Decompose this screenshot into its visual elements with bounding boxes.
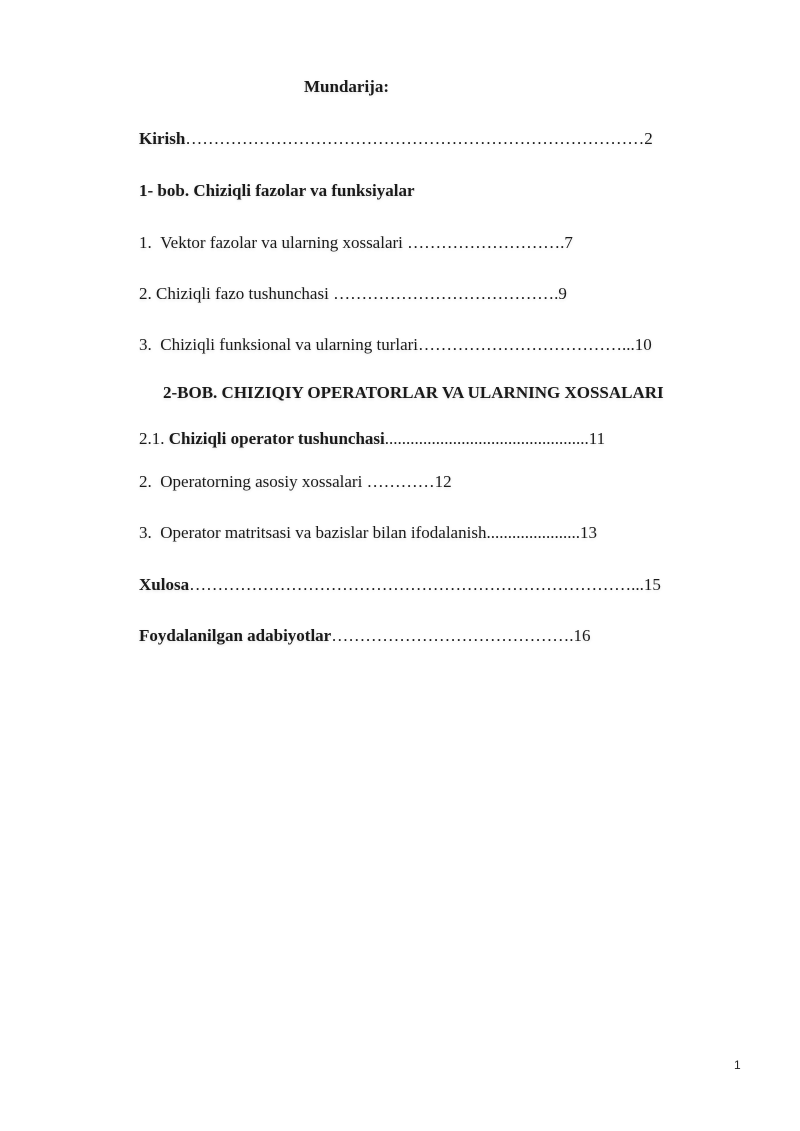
toc-entry-number: 2. [139, 284, 152, 303]
toc-leader: ...................... [486, 523, 580, 542]
toc-entry-label: Foydalanilgan adabiyotlar [139, 626, 332, 645]
toc-entry-text: Chiziqli operator tushunchasi [168, 429, 385, 448]
toc-leader: ................................................ [384, 429, 589, 448]
toc-entry-label: Kirish [139, 129, 186, 148]
page-number: 1 [734, 1058, 741, 1072]
toc-page-number: 10 [634, 335, 652, 354]
toc-entry-text: Chiziqli funksional va ularning turlari [160, 335, 419, 354]
chapter-2-heading: 2-BOB. CHIZIQIY OPERATORLAR VA ULARNING XOSSALARI [163, 383, 664, 402]
toc-page-number: 7 [564, 233, 573, 252]
toc-entry-adabiyotlar [139, 625, 590, 647]
toc-entry-text: Vektor fazolar va ularning xossalari [160, 233, 403, 252]
toc-entry-text: Operatorning asosiy xossalari [160, 472, 363, 491]
toc-entry-1-2 [139, 283, 567, 305]
toc-leader: ……………………………………. [331, 626, 574, 645]
toc-entry-text: Chiziqli fazo tushunchasi [156, 284, 329, 303]
toc-page-number: 2 [644, 129, 653, 148]
toc-page-number: 11 [588, 429, 606, 448]
toc-entry-text: Operator matritsasi va bazislar bilan ifodalanish [160, 523, 487, 542]
toc-page-number: 15 [643, 575, 661, 594]
toc-entry-number: 1. [139, 233, 152, 252]
toc-page-number: 13 [579, 523, 597, 542]
toc-entry-number: 3. [139, 335, 152, 354]
toc-leader: ………………………. [407, 233, 565, 252]
toc-page-number: 12 [434, 472, 452, 491]
toc-leader: ……………………………………………………………………... [189, 575, 644, 594]
toc-entry-2-1 [139, 428, 605, 450]
toc-entry-number: 3. [139, 523, 152, 542]
toc-leader: ………………………………... [418, 335, 635, 354]
toc-entry-label: Xulosa [139, 575, 190, 594]
toc-entry-kirish [139, 128, 653, 150]
toc-entry-1-1 [139, 232, 573, 254]
toc-leader: ………… [366, 472, 435, 491]
toc-entry-number: 2. [139, 472, 152, 491]
toc-entry-xulosa [139, 574, 661, 596]
chapter-1-heading: 1- bob. Chiziqli fazolar va funksiyalar [139, 181, 415, 200]
toc-leader: ……………………………………………………………………… [185, 129, 645, 148]
toc-entry-number: 2.1. [139, 429, 165, 448]
toc-leader: …………………………………. [333, 284, 559, 303]
toc-entry-2-3 [139, 522, 597, 544]
toc-entry-1-3 [139, 334, 652, 356]
toc-title: Mundarija: [304, 77, 389, 96]
toc-page-number: 9 [558, 284, 567, 303]
toc-entry-2-2 [139, 471, 452, 493]
toc-page-number: 16 [573, 626, 591, 645]
